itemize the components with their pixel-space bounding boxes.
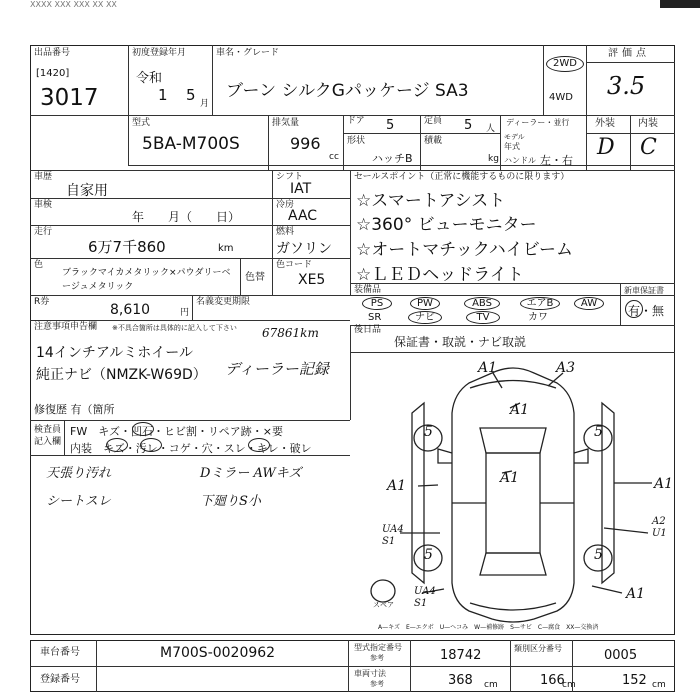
reg-month: 5 (186, 86, 196, 104)
damage-a1-front: A1 (478, 360, 498, 376)
shaken-value: 年 月（ 日） (132, 210, 241, 224)
dims-sub: 参考 (370, 680, 384, 688)
fuel-value: ガソリン (276, 241, 332, 257)
notes-dealer-hand: ディーラー記録 (225, 360, 329, 378)
fuel-label: 燃料 (276, 227, 295, 237)
equip-airbag: エアB (520, 297, 560, 310)
seats-unit: 人 (486, 124, 496, 134)
car-name: ブーン シルクGパッケージ SA3 (226, 81, 469, 101)
damage-legend: A—キズ E—エクボ U—ヘコみ W—補修跡 S—サビ C—腐食 XX—交換済 (378, 624, 599, 631)
model-value: 5BA-M700S (142, 134, 240, 154)
damage-a2-right: A2 U1 (652, 516, 667, 539)
damage-a1-right: A1 (654, 476, 674, 492)
newcar-value: 有・無 (628, 304, 665, 318)
color-code-label: 色コード (276, 260, 313, 270)
disp-unit: cc (329, 152, 339, 162)
color-value: ブラックマイカメタリック×パウダリーベージュメタリック (62, 268, 231, 292)
shaken-label: 車検 (34, 200, 53, 210)
notes-label: 注意事項申告欄 (34, 322, 98, 332)
drive-4wd: 4WD (549, 92, 573, 103)
load-unit: kg (488, 154, 499, 164)
body-label: 形状 (347, 136, 366, 146)
inspect-label-2: 記入欄 (34, 437, 62, 447)
comment-1: 天張り汚れ (46, 466, 112, 481)
notes-line-1: 14インチアルミホイール (36, 345, 193, 361)
car-label: 車名・グレード (216, 48, 280, 58)
dims-width-unit: cm (562, 680, 576, 690)
handle-value: 左・右 (540, 154, 573, 167)
reg-era: 令和 (136, 71, 163, 86)
class-value: 0005 (604, 648, 638, 663)
equip-tv: TV (466, 311, 500, 324)
color-code-value: XE5 (298, 272, 326, 288)
dealer-model-label: モデル (504, 133, 525, 141)
lot-session: [1420] (36, 68, 70, 79)
chassis-label: 車台番号 (40, 647, 80, 658)
equip-leather: カワ (528, 312, 548, 323)
mileage-value: 6万7千860 (88, 238, 166, 256)
score-value: 3.5 (607, 72, 646, 100)
scan-mark (660, 0, 700, 8)
color-label: 色 (34, 260, 44, 270)
dims-height-unit: cm (652, 680, 666, 690)
disp-label: 排気量 (272, 118, 300, 128)
dims-height: 152 (622, 673, 647, 688)
dims-width: 166 (540, 673, 565, 688)
newcar-label: 新車保証書 (624, 286, 664, 295)
dims-length-unit: cm (484, 680, 498, 690)
equip-navi: ナビ (408, 311, 442, 324)
ac-label: 冷房 (276, 200, 295, 210)
model-label: 型式 (132, 118, 151, 128)
shift-value: IAT (290, 181, 312, 197)
seats-label: 定員 (424, 116, 443, 126)
inspect-fw: FW キズ・凹石・ヒビ割・リペア跡・×要 (70, 425, 283, 438)
wheel-5-rl: 5 (424, 547, 433, 563)
handle-label: ハンドル (504, 156, 536, 165)
equip-label: 装備品 (354, 285, 382, 295)
dealer-label: ディーラー・並行 (506, 118, 570, 127)
comment-2: Dミラー AWキズ (200, 466, 302, 481)
wheel-5-fr: 5 (594, 424, 603, 440)
notes-small: ※不具合箇所は具体的に記入して下さい (112, 324, 237, 332)
shift-label: シフト (276, 172, 304, 182)
ext-value: D (597, 135, 615, 160)
doors-label: ドア (347, 116, 365, 126)
cat-value: 18742 (440, 648, 482, 663)
comment-4: 下廻りS小 (200, 494, 261, 509)
drive-2wd: 2WD (546, 56, 584, 72)
reg-month-unit: 月 (200, 99, 210, 109)
use-label: 車歴 (34, 172, 53, 182)
sales-point-2: ☆360° ビューモニター (356, 215, 537, 235)
equip-ps: PS (362, 297, 392, 310)
damage-a1-left: A1 (387, 478, 407, 494)
damage-ua4-rear: UA4 S1 (414, 586, 436, 609)
damage-a1-roof: A1 (500, 470, 520, 486)
sales-label: セールスポイント（正常に機能するものに限ります） (354, 172, 570, 182)
mileage-unit: km (218, 243, 234, 254)
int-label: 内装 (638, 118, 658, 129)
wheel-5-fl: 5 (424, 424, 433, 440)
comment-3: シートスレ (46, 494, 111, 509)
papers-label: 後日品 (354, 325, 382, 335)
disp-value: 996 (290, 134, 321, 153)
class-label: 類別区分番号 (514, 644, 562, 653)
recycle-value: 8,610 (110, 302, 151, 318)
inspect-int: 内装 キズ・汚レ・コゲ・穴・スレ・キレ・破レ (70, 442, 312, 455)
reg-label: 初度登録年月 (132, 48, 187, 58)
load-label: 積載 (424, 136, 443, 146)
recycle-unit: 円 (180, 308, 190, 318)
notes-line-2: 純正ナビ（NMZK-W69D） (36, 367, 207, 383)
damage-ua4-left: UA4 S1 (382, 524, 404, 547)
name-change-label: 名義変更期限 (196, 297, 251, 307)
regno-label: 登録番号 (40, 674, 80, 685)
cat-sub: 参考 (370, 654, 384, 662)
lot-number: 3017 (40, 85, 99, 111)
score-label: 評価点 (608, 48, 650, 59)
int-value: C (640, 135, 657, 160)
spare-label: スペア (373, 601, 394, 609)
damage-a1-hood: A1 (510, 402, 530, 418)
equip-aw: AW (574, 297, 604, 310)
seats-value: 5 (464, 118, 473, 133)
equip-pw: PW (410, 297, 440, 310)
recycle-label: R券 (34, 297, 50, 307)
mileage-label: 走行 (34, 227, 53, 237)
damage-a3-front: A3 (556, 360, 576, 376)
equip-abs: ABS (464, 297, 500, 310)
notes-mileage-hand: 67861km (262, 326, 319, 340)
lot-label: 出品番号 (34, 48, 71, 58)
color-change-label: 色替 (245, 272, 265, 283)
notes-repair: 修復歴 有（箇所 (34, 403, 115, 416)
cat-label: 型式指定番号 (354, 643, 402, 652)
use-value: 自家用 (66, 183, 108, 199)
ext-label: 外装 (595, 118, 615, 129)
dims-label: 車両寸法 (354, 669, 386, 678)
doors-value: 5 (386, 118, 395, 133)
body-value: ハッチB (372, 152, 413, 165)
papers-value: 保証書・取説・ナビ取説 (394, 335, 527, 349)
damage-a1-rear: A1 (626, 586, 646, 602)
inspect-label-1: 検査員 (34, 425, 62, 435)
equip-sr: SR (368, 312, 382, 323)
ac-value: AAC (288, 208, 318, 224)
wheel-5-rr: 5 (594, 547, 603, 563)
reg-year: 1 (158, 86, 168, 104)
chassis-value: M700S-0020962 (160, 645, 276, 661)
sales-point-3: ☆オートマチックハイビーム (356, 240, 574, 260)
dealer-year-label: 年式 (504, 142, 520, 151)
sales-point-4: ☆ＬＥＤヘッドライト (356, 265, 524, 285)
dims-length: 368 (448, 673, 473, 688)
sales-point-1: ☆スマートアシスト (356, 191, 506, 211)
top-strip: XXXX XXX XXX XX XX (30, 0, 117, 9)
